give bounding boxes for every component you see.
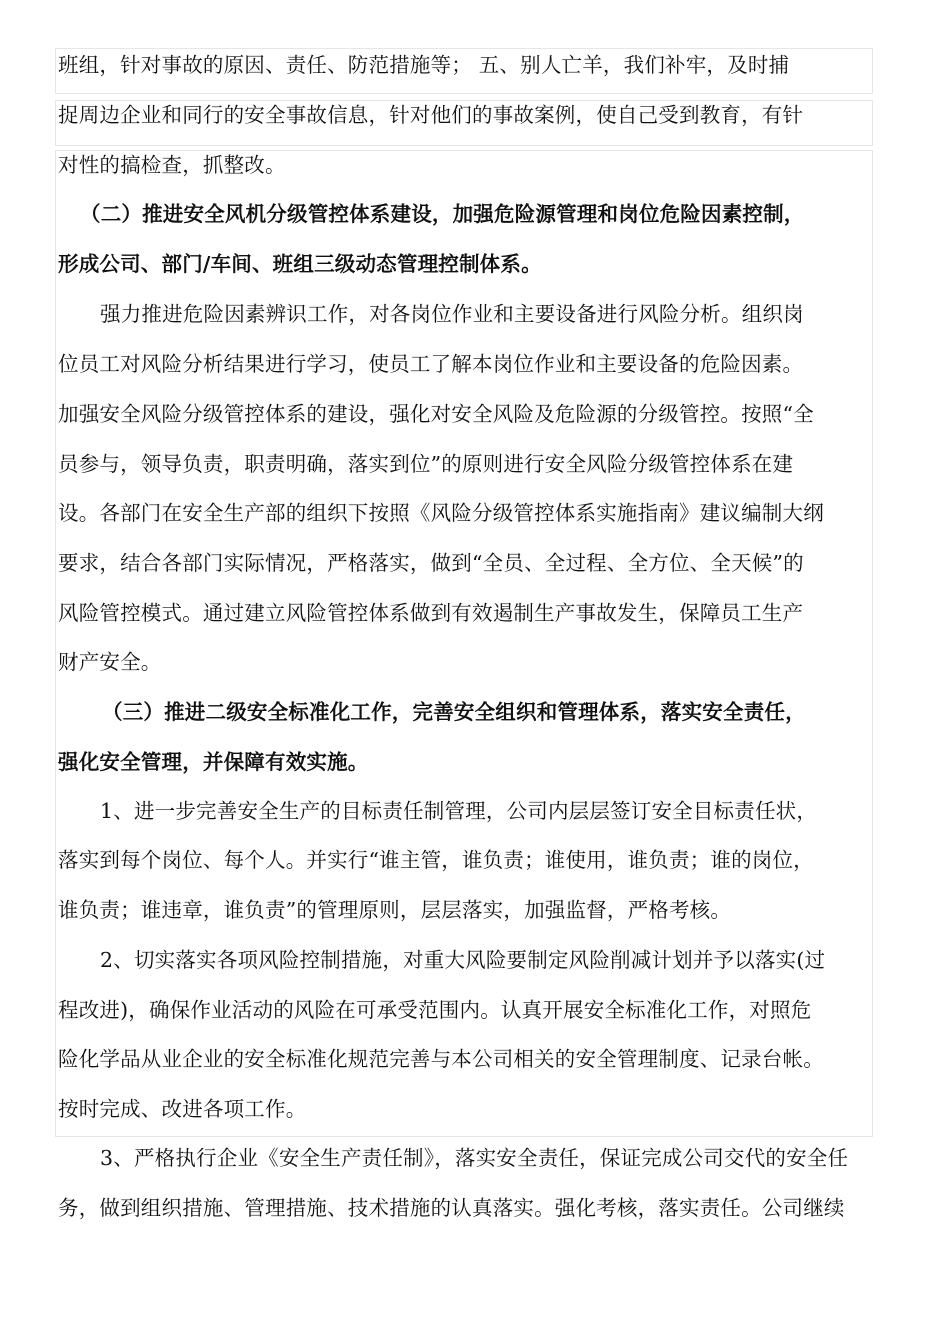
text-line: 强力推进危险因素辨识工作，对各岗位作业和主要设备进行风险分析。组织岗 — [100, 302, 804, 326]
text-line: 务，做到组织措施、管理措施、技术措施的认真落实。强化考核，落实责任。公司继续 — [58, 1196, 845, 1220]
text-line: 员参与，领导负责，职责明确，落实到位”的原则进行安全风险分级管控体系在建 — [58, 452, 794, 476]
text-line: 险化学品从业企业的安全标准化规范完善与本公司相关的安全管理制度、记录台帐。 — [58, 1047, 824, 1071]
text-line: 财产安全。 — [58, 650, 162, 674]
text-line: 3、严格执行企业《安全生产责任制》，落实安全责任，保证完成公司交代的安全任 — [100, 1146, 849, 1170]
text-line: 班组，针对事故的原因、责任、防范措施等； 五、别人亡羊，我们补牢，及时捕 — [58, 53, 790, 77]
text-line: 要求，结合各部门实际情况，严格落实，做到“全员、全过程、全方位、全天候”的 — [58, 551, 804, 575]
text-line: 风险管控模式。通过建立风险管控体系做到有效遏制生产事故发生，保障员工生产 — [58, 601, 804, 625]
text-line: 按时完成、改进各项工作。 — [58, 1097, 307, 1121]
text-line: 加强安全风险分级管控体系的建设，强化对安全风险及危险源的分级管控。按照“全 — [58, 402, 814, 426]
text-line: 谁负责；谁违章，谁负责”的管理原则，层层落实，加强监督，严格考核。 — [58, 898, 732, 922]
section-heading-2-cont: 形成公司、部门/车间、班组三级动态管理控制体系。 — [58, 252, 542, 276]
section-heading-2: （二）推进安全风机分级管控体系建设，加强危险源管理和岗位危险因素控制， — [80, 202, 805, 226]
text-line: 位员工对风险分析结果进行学习，使员工了解本岗位作业和主要设备的危险因素。 — [58, 352, 804, 376]
section-heading-3: （三）推进二级安全标准化工作，完善安全组织和管理体系，落实安全责任， — [102, 700, 806, 724]
text-line: 程改进)，确保作业活动的风险在可承受范围内。认真开展安全标准化工作，对照危 — [58, 998, 812, 1022]
text-line: 捉周边企业和同行的安全事故信息，针对他们的事故案例，使自己受到教育，有针 — [58, 103, 804, 127]
text-line: 2、切实落实各项风险控制措施，对重大风险要制定风险削减计划并予以落实(过 — [100, 948, 826, 972]
text-line: 落实到每个岗位、每个人。并实行“谁主管，谁负责；谁使用，谁负责；谁的岗位， — [58, 848, 814, 872]
section-heading-3-cont: 强化安全管理，并保障有效实施。 — [58, 750, 369, 774]
text-line: 1、进一步完善安全生产的目标责任制管理，公司内层层签订安全目标责任状， — [100, 799, 818, 823]
text-line: 对性的搞检查，抓整改。 — [58, 153, 286, 177]
text-line: 设。各部门在安全生产部的组织下按照《风险分级管控体系实施指南》建议编制大纲 — [58, 501, 824, 525]
